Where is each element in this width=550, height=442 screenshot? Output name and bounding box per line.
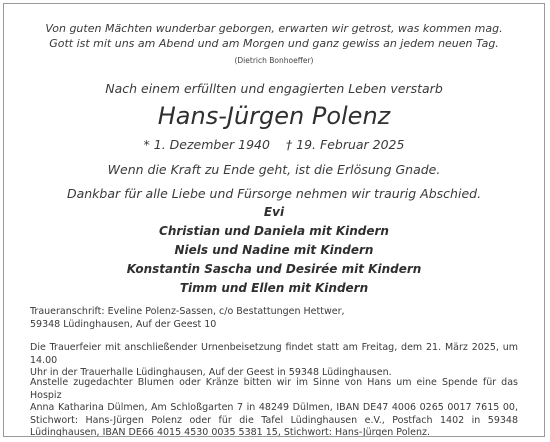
donation-line-1: Anstelle zugedachter Blumen oder Kränze bitten wir im Sinne von Hans um eine Spende für das Hospiz (30, 377, 518, 401)
farewell-quote: Wenn die Kraft zu Ende geht, ist die Erlösung Gnade. (107, 162, 441, 177)
birth-date: * 1. Dezember 1940 (143, 137, 270, 152)
donation-line-3: Stichwort: Hans-Jürgen Polenz oder für die Tafel Lüdinghausen e.V., Postfach 1402 in 59348 (30, 414, 518, 426)
mourning-address (30, 306, 518, 331)
intro-text: Nach einem erfüllten und engagierten Leben verstarb (105, 81, 443, 96)
address-line-1: Traueranschrift: Eveline Polenz-Sassen, c/o Bestattungen Hettwer, (30, 306, 345, 317)
thanks-text: Dankbar für alle Liebe und Fürsorge nehmen wir traurig Abschied. (66, 186, 482, 201)
bonhoeffer-poem (4, 21, 544, 51)
ceremony-info (30, 342, 518, 380)
donation-line-2: Anna Katharina Dülmen, Am Schloßgarten 7 in 48249 Dülmen, IBAN DE47 4006 0265 0017 7615 00, (30, 402, 518, 413)
poem-source: (Dietrich Bonhoeffer) (234, 56, 314, 65)
death-date: † 19. Februar 2025 (285, 137, 405, 152)
poem-line-1: Von guten Mächten wunderbar geborgen, erwarten wir getrost, was kommen mag. (45, 22, 503, 35)
poem-line-2: Gott ist mit uns am Abend und am Morgen und ganz gewiss an jedem neuen Tag. (49, 37, 499, 50)
life-dates (4, 137, 544, 152)
obituary-notice (3, 3, 545, 437)
deceased-name: Hans-Jürgen Polenz (157, 102, 391, 130)
ceremony-line-2: Uhr in der Trauerhalle Lüdinghausen, Auf der Geest in 59348 Lüdinghausen. (30, 367, 392, 378)
donation-line-4: Lüdinghausen, IBAN DE66 4015 4530 0035 5381 15, Stichwort: Hans-Jürgen Polenz. (30, 427, 431, 437)
mourner-item: Christian und Daniela mit Kindern (159, 224, 389, 238)
mourners-list (4, 203, 544, 298)
mourner-item: Konstantin Sascha und Desirée mit Kindern (126, 262, 422, 276)
mourner-item: Timm und Ellen mit Kindern (179, 281, 369, 295)
mourner-item: Evi (263, 205, 285, 219)
mourner-item: Niels und Nadine mit Kindern (174, 243, 374, 257)
address-line-2: 59348 Lüdinghausen, Auf der Geest 10 (30, 318, 217, 330)
donation-info (30, 377, 518, 437)
ceremony-line-1: Die Trauerfeier mit anschließender Urnenbeisetzung findet statt am Freitag, dem 21. März 2025, um 14.00 (30, 342, 518, 366)
